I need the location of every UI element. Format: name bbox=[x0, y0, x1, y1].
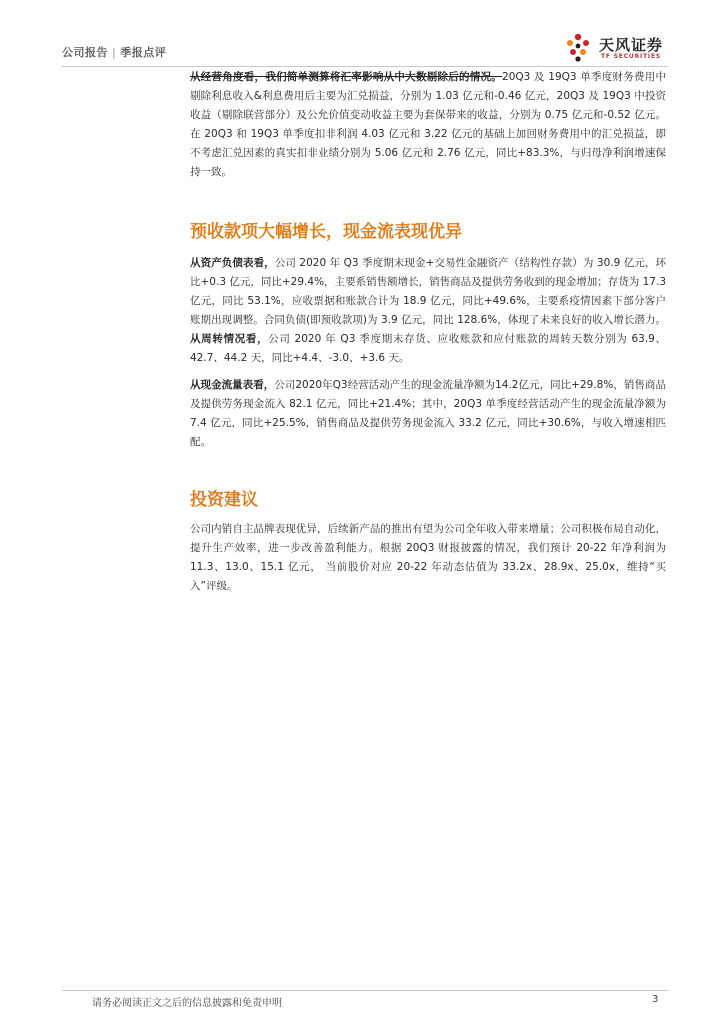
paragraph-body: 公司 2020 年 Q3 季度期末现金+交易性金融资产（结构性存款）为 30.9 亿元，环比+0.3 亿元，同比+29.4%，主要系销售额增长，销售商品及提供劳务收到的现金增加；存货为 17.3 亿元，同比 53.1%，应收票据和账款合计为 18.9 亿元，同比+49.6%，主要系疫情因素下部分客户账期出现调整。合同负债(即预收款项)为 3.9 亿元，同比 128.6%，体现了未来良好的收入增长潜力。 bbox=[190, 257, 667, 326]
section-heading-investment: 投资建议 bbox=[190, 490, 258, 510]
logo-subtitle: TF SECURITIES bbox=[601, 53, 661, 60]
company-logo bbox=[555, 32, 665, 62]
paragraph-lead: 从资产负债表看， bbox=[190, 257, 275, 269]
footer-disclaimer: 请务必阅读正文之后的信息披露和免责申明 bbox=[92, 998, 282, 1009]
paragraph-balance-sheet bbox=[190, 254, 666, 368]
paragraph-investment-advice: 公司内销自主品牌表现优异，后续新产品的推出有望为公司全年收入带来增量；公司积极布局自动化，提升生产效率，进一步改善盈利能力。根据 20Q3 财报披露的情况，我们预计 20-22 年净利润为 11.3、13.0、15.1 亿元， 当前股价对应 20-22 年动态估值为 33.2x、28.9x、25.0x，维持“买入”评级。 bbox=[190, 523, 666, 592]
logo-name: 天风证券 bbox=[599, 36, 664, 54]
report-type-label: 公司报告 bbox=[62, 46, 108, 59]
paragraph-cashflow-statement bbox=[190, 376, 666, 452]
paragraph-body-turnover: 公司 2020 年 Q3 季度期末存货、应收账款和应付账款的周转天数分别为 63.9、42.7、44.2 天，同比+4.4、-3.0、+3.6 天。 bbox=[190, 333, 667, 364]
paragraph-body: 公司2020年Q3经营活动产生的现金流量净额为14.2亿元，同比+29.8%，销售商品及提供劳务现金流入 82.1 亿元，同比+21.4%；其中，20Q3 单季度经营活动产生的现金流量净额为 7.4 亿元，同比+25.5%，销售商品及提供劳务现金流入 33.2 亿元，同比+30.6%，与收入增速相匹配。 bbox=[190, 379, 667, 448]
page-number: 3 bbox=[652, 994, 659, 1005]
header-separator: | bbox=[112, 46, 117, 59]
report-category bbox=[62, 44, 166, 60]
main-content bbox=[190, 68, 666, 596]
paragraph-lead: 从经营角度看，我们简单测算将汇率影响从中大数剔除后的情况。 bbox=[190, 71, 503, 83]
header-divider bbox=[62, 66, 668, 67]
paragraph-lead: 从现金流量表看， bbox=[190, 379, 275, 391]
paragraph-operations bbox=[190, 68, 666, 182]
report-subtype-label: 季报点评 bbox=[120, 46, 167, 59]
paragraph-body: 20Q3 及 19Q3 单季度财务费用中剔除利息收入&利息费用后主要为汇兑损益，分别为 1.03 亿元和-0.46 亿元，20Q3 及 19Q3 中投资收益（剔除联营部分）及公允价值变动收益主要为套保带来的收益，分别为 0.75 亿元和-0.52 亿元。在 20Q3 和 19Q3 单季度扣非利润 4.03 亿元和 3.22 亿元的基础上加回财务费用中的汇兑损益，即不考虑汇兑因素的真实扣非业绩分别为 5.06 亿元和 2.76 亿元，同比+83.3%，与归母净利润增速保持一致。 bbox=[190, 71, 667, 178]
paragraph-lead-turnover: 从周转情况看， bbox=[190, 333, 269, 345]
section-heading-cashflow: 预收款项大幅增长，现金流表现优异 bbox=[190, 222, 462, 242]
footer-divider bbox=[62, 990, 668, 991]
tf-logo-icon bbox=[563, 32, 593, 62]
page-header bbox=[62, 38, 667, 68]
